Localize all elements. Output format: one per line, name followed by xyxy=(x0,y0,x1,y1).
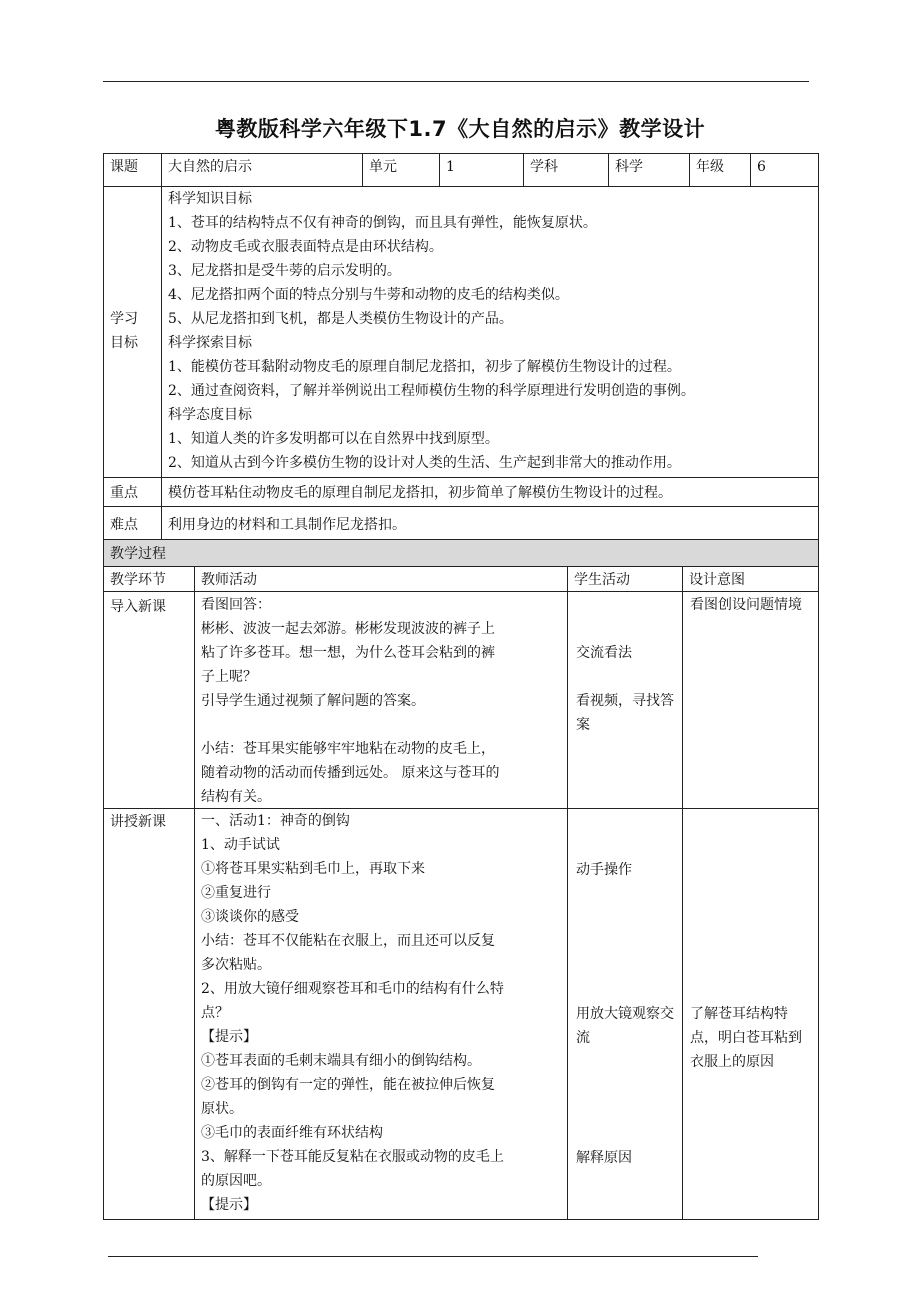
intro-teacher-cell xyxy=(194,591,568,809)
lesson-stage-cell xyxy=(103,808,195,1220)
col-header-stage: 教学环节 xyxy=(110,572,166,588)
key-point-label-cell xyxy=(103,477,162,507)
page-title: 粤教版科学六年级下1.7《大自然的启示》教学设计 xyxy=(214,117,706,141)
intro-teacher-line: 随着动物的活动而传播到远处。 原来这与苍耳的 xyxy=(201,765,500,781)
objectives-line: 科学知识目标 xyxy=(168,191,252,207)
col-header-teacher: 教师活动 xyxy=(201,572,257,588)
lesson-teacher-line: 的原因吧。 xyxy=(201,1173,271,1189)
lesson-teacher-line: ①苍耳表面的毛刺末端具有细小的倒钩结构。 xyxy=(201,1053,481,1069)
key-point-text: 模仿苍耳粘住动物皮毛的原理自制尼龙搭扣，初步简单了解模仿生物设计的过程。 xyxy=(168,485,672,501)
subject-value-cell xyxy=(608,153,690,187)
intro-teacher-line: 引导学生通过视频了解问题的答案。 xyxy=(201,693,425,709)
lesson-intent-cell xyxy=(682,808,819,1220)
difficulty-text: 利用身边的材料和工具制作尼龙搭扣。 xyxy=(168,517,406,533)
key-point-text-cell xyxy=(161,477,819,507)
intro-teacher-line: 结构有关。 xyxy=(201,789,271,805)
objectives-label-line2: 目标 xyxy=(110,335,138,351)
key-point-label: 重点 xyxy=(110,485,138,501)
grade-value: 6 xyxy=(757,159,766,175)
lesson-teacher-line: ①将苍耳果实粘到毛巾上，再取下来 xyxy=(201,861,425,877)
lesson-student-a: 动手操作 xyxy=(576,862,632,878)
objectives-content-cell xyxy=(161,186,819,478)
lesson-teacher-line: 2、用放大镜仔细观察苍耳和毛巾的结构有什么特 xyxy=(201,981,504,997)
col-header-stage-cell xyxy=(103,566,195,592)
objectives-line: 1、知道人类的许多发明都可以在自然界中找到原型。 xyxy=(168,431,499,447)
objectives-line: 科学态度目标 xyxy=(168,407,252,423)
lesson-teacher-line: ②苍耳的倒钩有一定的弹性，能在被拉伸后恢复 xyxy=(201,1077,495,1093)
lesson-teacher-line: 3、解释一下苍耳能反复粘在衣服或动物的皮毛上 xyxy=(201,1149,504,1165)
intro-intent: 看图创设问题情境 xyxy=(690,597,802,613)
objectives-line: 1、苍耳的结构特点不仅有神奇的倒钩，而且具有弹性，能恢复原状。 xyxy=(168,215,597,231)
header-rule xyxy=(103,81,809,82)
col-header-student: 学生活动 xyxy=(574,572,630,588)
col-header-student-cell xyxy=(567,566,683,592)
course-label: 课题 xyxy=(110,159,138,175)
intro-teacher-line: 子上呢？ xyxy=(201,669,257,685)
process-title: 教学过程 xyxy=(110,546,166,562)
subject-label-cell xyxy=(523,153,609,187)
objectives-line: 科学探索目标 xyxy=(168,335,252,351)
subject-label: 学科 xyxy=(530,159,558,175)
objectives-line: 3、尼龙搭扣是受牛蒡的启示发明的。 xyxy=(168,263,401,279)
subject-value: 科学 xyxy=(615,159,643,175)
intro-student-cell xyxy=(567,591,683,809)
lesson-teacher-line: 一、活动1：神奇的倒钩 xyxy=(201,813,350,829)
unit-value-cell xyxy=(439,153,524,187)
lesson-teacher-line: 多次粘贴。 xyxy=(201,957,271,973)
course-label-cell xyxy=(103,153,162,187)
lesson-student-c: 解释原因 xyxy=(576,1150,632,1166)
difficulty-label-cell xyxy=(103,506,162,540)
unit-label-cell xyxy=(362,153,440,187)
intro-student-a: 交流看法 xyxy=(576,645,632,661)
course-value: 大自然的启示 xyxy=(168,159,252,175)
intro-stage-cell xyxy=(103,591,195,809)
lesson-teacher-line: ②重复进行 xyxy=(201,885,271,901)
grade-label-cell xyxy=(689,153,751,187)
lesson-teacher-line: 【提示】 xyxy=(201,1197,257,1213)
objectives-line: 2、知道从古到今许多模仿生物的设计对人类的生活、生产起到非常大的推动作用。 xyxy=(168,455,681,471)
intro-teacher-line: 彬彬、波波一起去郊游。彬彬发现波波的裤子上 xyxy=(201,621,495,637)
intro-teacher-line: 看图回答： xyxy=(201,597,271,613)
course-value-cell xyxy=(161,153,363,187)
objectives-line: 1、能模仿苍耳黏附动物皮毛的原理自制尼龙搭扣，初步了解模仿生物设计的过程。 xyxy=(168,359,681,375)
intro-teacher-line: 粘了许多苍耳。想一想，为什么苍耳会粘到的裤 xyxy=(201,645,495,661)
objectives-line: 5、从尼龙搭扣到飞机，都是人类模仿生物设计的产品。 xyxy=(168,311,513,327)
col-header-intent: 设计意图 xyxy=(689,572,745,588)
lesson-teacher-line: 点？ xyxy=(201,1005,229,1021)
objectives-line: 4、尼龙搭扣两个面的特点分别与牛蒡和动物的皮毛的结构类似。 xyxy=(168,287,569,303)
difficulty-text-cell xyxy=(161,506,819,540)
objectives-line: 2、动物皮毛或衣服表面特点是由环状结构。 xyxy=(168,239,443,255)
col-header-teacher-cell xyxy=(194,566,568,592)
lesson-teacher-line: 1、动手试试 xyxy=(201,837,280,853)
intro-student-b: 看视频，寻找答案 xyxy=(576,693,674,733)
intro-intent-cell xyxy=(682,591,819,809)
difficulty-label: 难点 xyxy=(110,517,138,533)
lesson-teacher-line: 原状。 xyxy=(201,1101,243,1117)
process-title-cell xyxy=(103,539,819,567)
col-header-intent-cell xyxy=(682,566,819,592)
intro-teacher-line: 小结：苍耳果实能够牢牢地粘在动物的皮毛上， xyxy=(201,741,495,757)
intro-stage: 导入新课 xyxy=(110,599,166,615)
lesson-student-b: 用放大镜观察交流 xyxy=(576,1006,674,1046)
lesson-teacher-line: ③谈谈你的感受 xyxy=(201,909,299,925)
lesson-teacher-line: ③毛巾的表面纤维有环状结构 xyxy=(201,1125,383,1141)
lesson-teacher-line: 【提示】 xyxy=(201,1029,257,1045)
objectives-label-cell xyxy=(103,186,162,478)
objectives-label-line1: 学习 xyxy=(110,311,138,327)
lesson-intent: 了解苍耳结构特点，明白苍耳粘到衣服上的原因 xyxy=(690,1006,802,1070)
unit-label: 单元 xyxy=(369,159,397,175)
lesson-student-cell xyxy=(567,808,683,1220)
intro-teacher-line xyxy=(201,713,561,737)
lesson-teacher-cell xyxy=(194,808,568,1220)
objectives-line: 2、通过查阅资料，了解并举例说出工程师模仿生物的科学原理进行发明创造的事例。 xyxy=(168,383,695,399)
unit-value: 1 xyxy=(446,159,455,175)
lesson-teacher-line: 小结：苍耳不仅能粘在衣服上，而且还可以反复 xyxy=(201,933,495,949)
footer-rule xyxy=(108,1256,758,1257)
lesson-stage: 讲授新课 xyxy=(110,814,166,830)
grade-label: 年级 xyxy=(696,159,724,175)
grade-value-cell xyxy=(750,153,819,187)
